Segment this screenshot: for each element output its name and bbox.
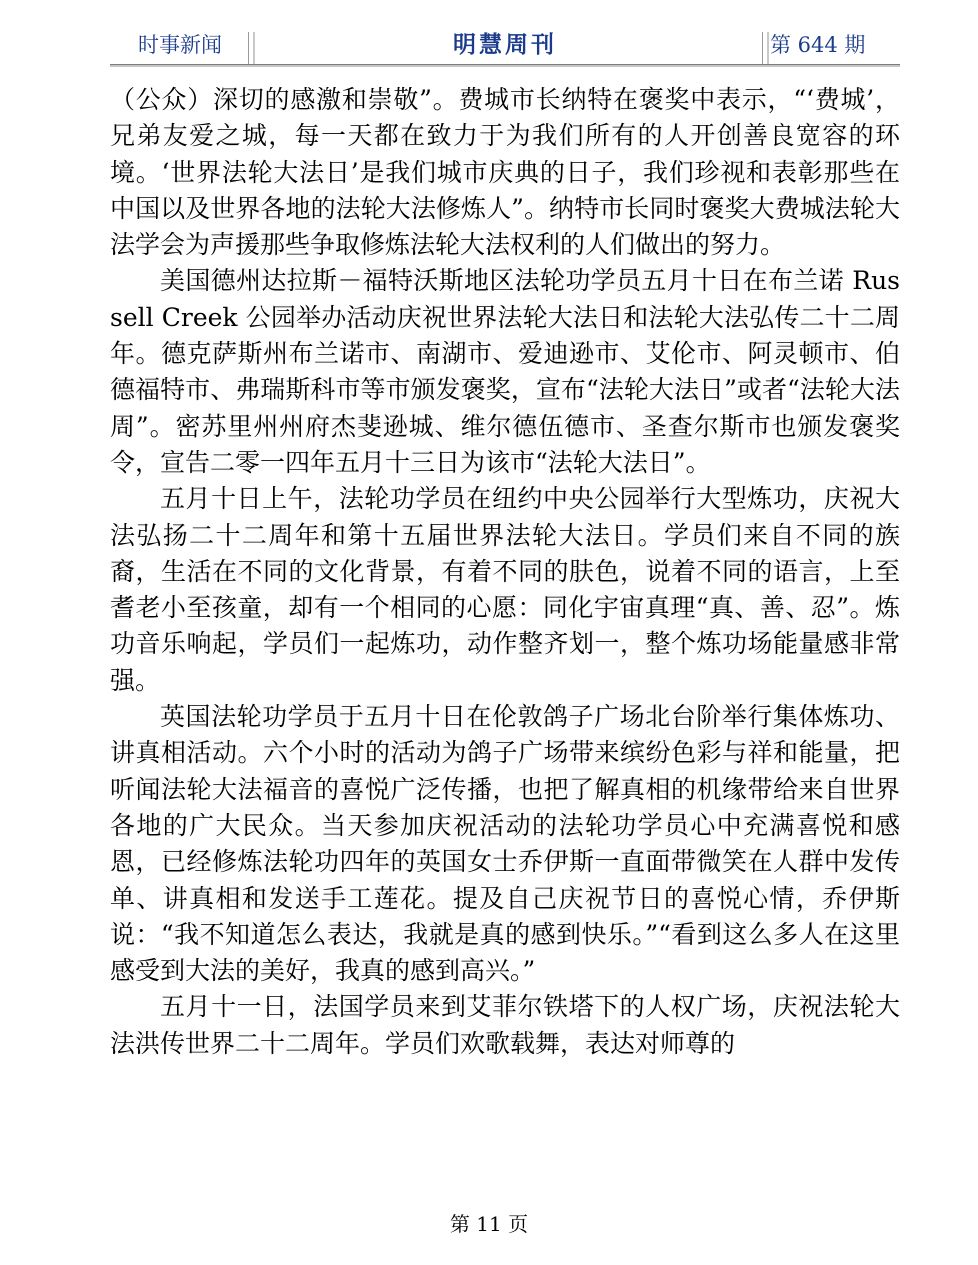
article-paragraph: 五月十日上午，法轮功学员在纽约中央公园举行大型炼功，庆祝大法弘扬二十二周年和第十五届世界法轮大法日。学员们来自不同的族裔，生活在不同的文化背景，有着不同的肤色，说着不同的语言，上至耆老小至孩童，却有一个相同的心愿：同化宇宙真理“真、善、忍”。炼功音乐响起，学员们一起炼功，动作整齐划一，整个炼功场能量感非常强。	[110, 484, 900, 695]
article-paragraph: 美国德州达拉斯－福特沃斯地区法轮功学员五月十日在布兰诺 Russell Creek 公园举办活动庆祝世界法轮大法日和法轮大法弘传二十二周年。德克萨斯州布兰诺市、南湖市、爱迪逊市、艾伦市、阿灵顿市、伯德福特市、弗瑞斯科市等市颁发褒奖，宣布“法轮大法日”或者“法轮大法周”。密苏里州州府杰斐逊城、维尔德伍德市、圣查尔斯市也颁发褒奖令，宣告二零一四年五月十三日为该市“法轮大法日”。	[110, 266, 900, 477]
header-rule	[110, 64, 900, 67]
publication-title: 明慧周刊	[453, 32, 557, 58]
header-divider-right	[762, 32, 769, 64]
page-number: 第 11 页	[449, 1212, 529, 1236]
article-paragraph: 五月十一日，法国学员来到艾菲尔铁塔下的人权广场，庆祝法轮大法洪传世界二十二周年。学员们欢歌载舞，表达对师尊的	[110, 992, 900, 1058]
page-header	[110, 26, 900, 66]
article-paragraph: （公众）深切的感激和崇敬”。费城市长纳特在褒奖中表示，“‘费城’，兄弟友爱之城，每一天都在致力于为我们所有的人开创善良宽容的环境。‘世界法轮大法日’是我们城市庆典的日子，我们珍视和表彰那些在中国以及世界各地的法轮大法修炼人”。纳特市长同时褒奖大费城法轮大法学会为声援那些争取修炼法轮大法权利的人们做出的努力。	[110, 85, 900, 260]
article-body	[110, 82, 900, 1062]
section-title: 时事新闻	[138, 33, 222, 57]
issue-number: 第 644 期	[770, 33, 866, 57]
article-paragraph: 英国法轮功学员于五月十日在伦敦鸽子广场北台阶举行集体炼功、讲真相活动。六个小时的活动为鸽子广场带来缤纷色彩与祥和能量，把听闻法轮大法福音的喜悦广泛传播，也把了解真相的机缘带给来自世界各地的广大民众。当天参加庆祝活动的法轮功学员心中充满喜悦和感恩，已经修炼法轮功四年的英国女士乔伊斯一直面带微笑在人群中发传单、讲真相和发送手工莲花。提及自己庆祝节日的喜悦心情，乔伊斯说：“我不知道怎么表达，我就是真的感到快乐。”“看到这么多人在这里感受到大法的美好，我真的感到高兴。”	[110, 702, 900, 986]
